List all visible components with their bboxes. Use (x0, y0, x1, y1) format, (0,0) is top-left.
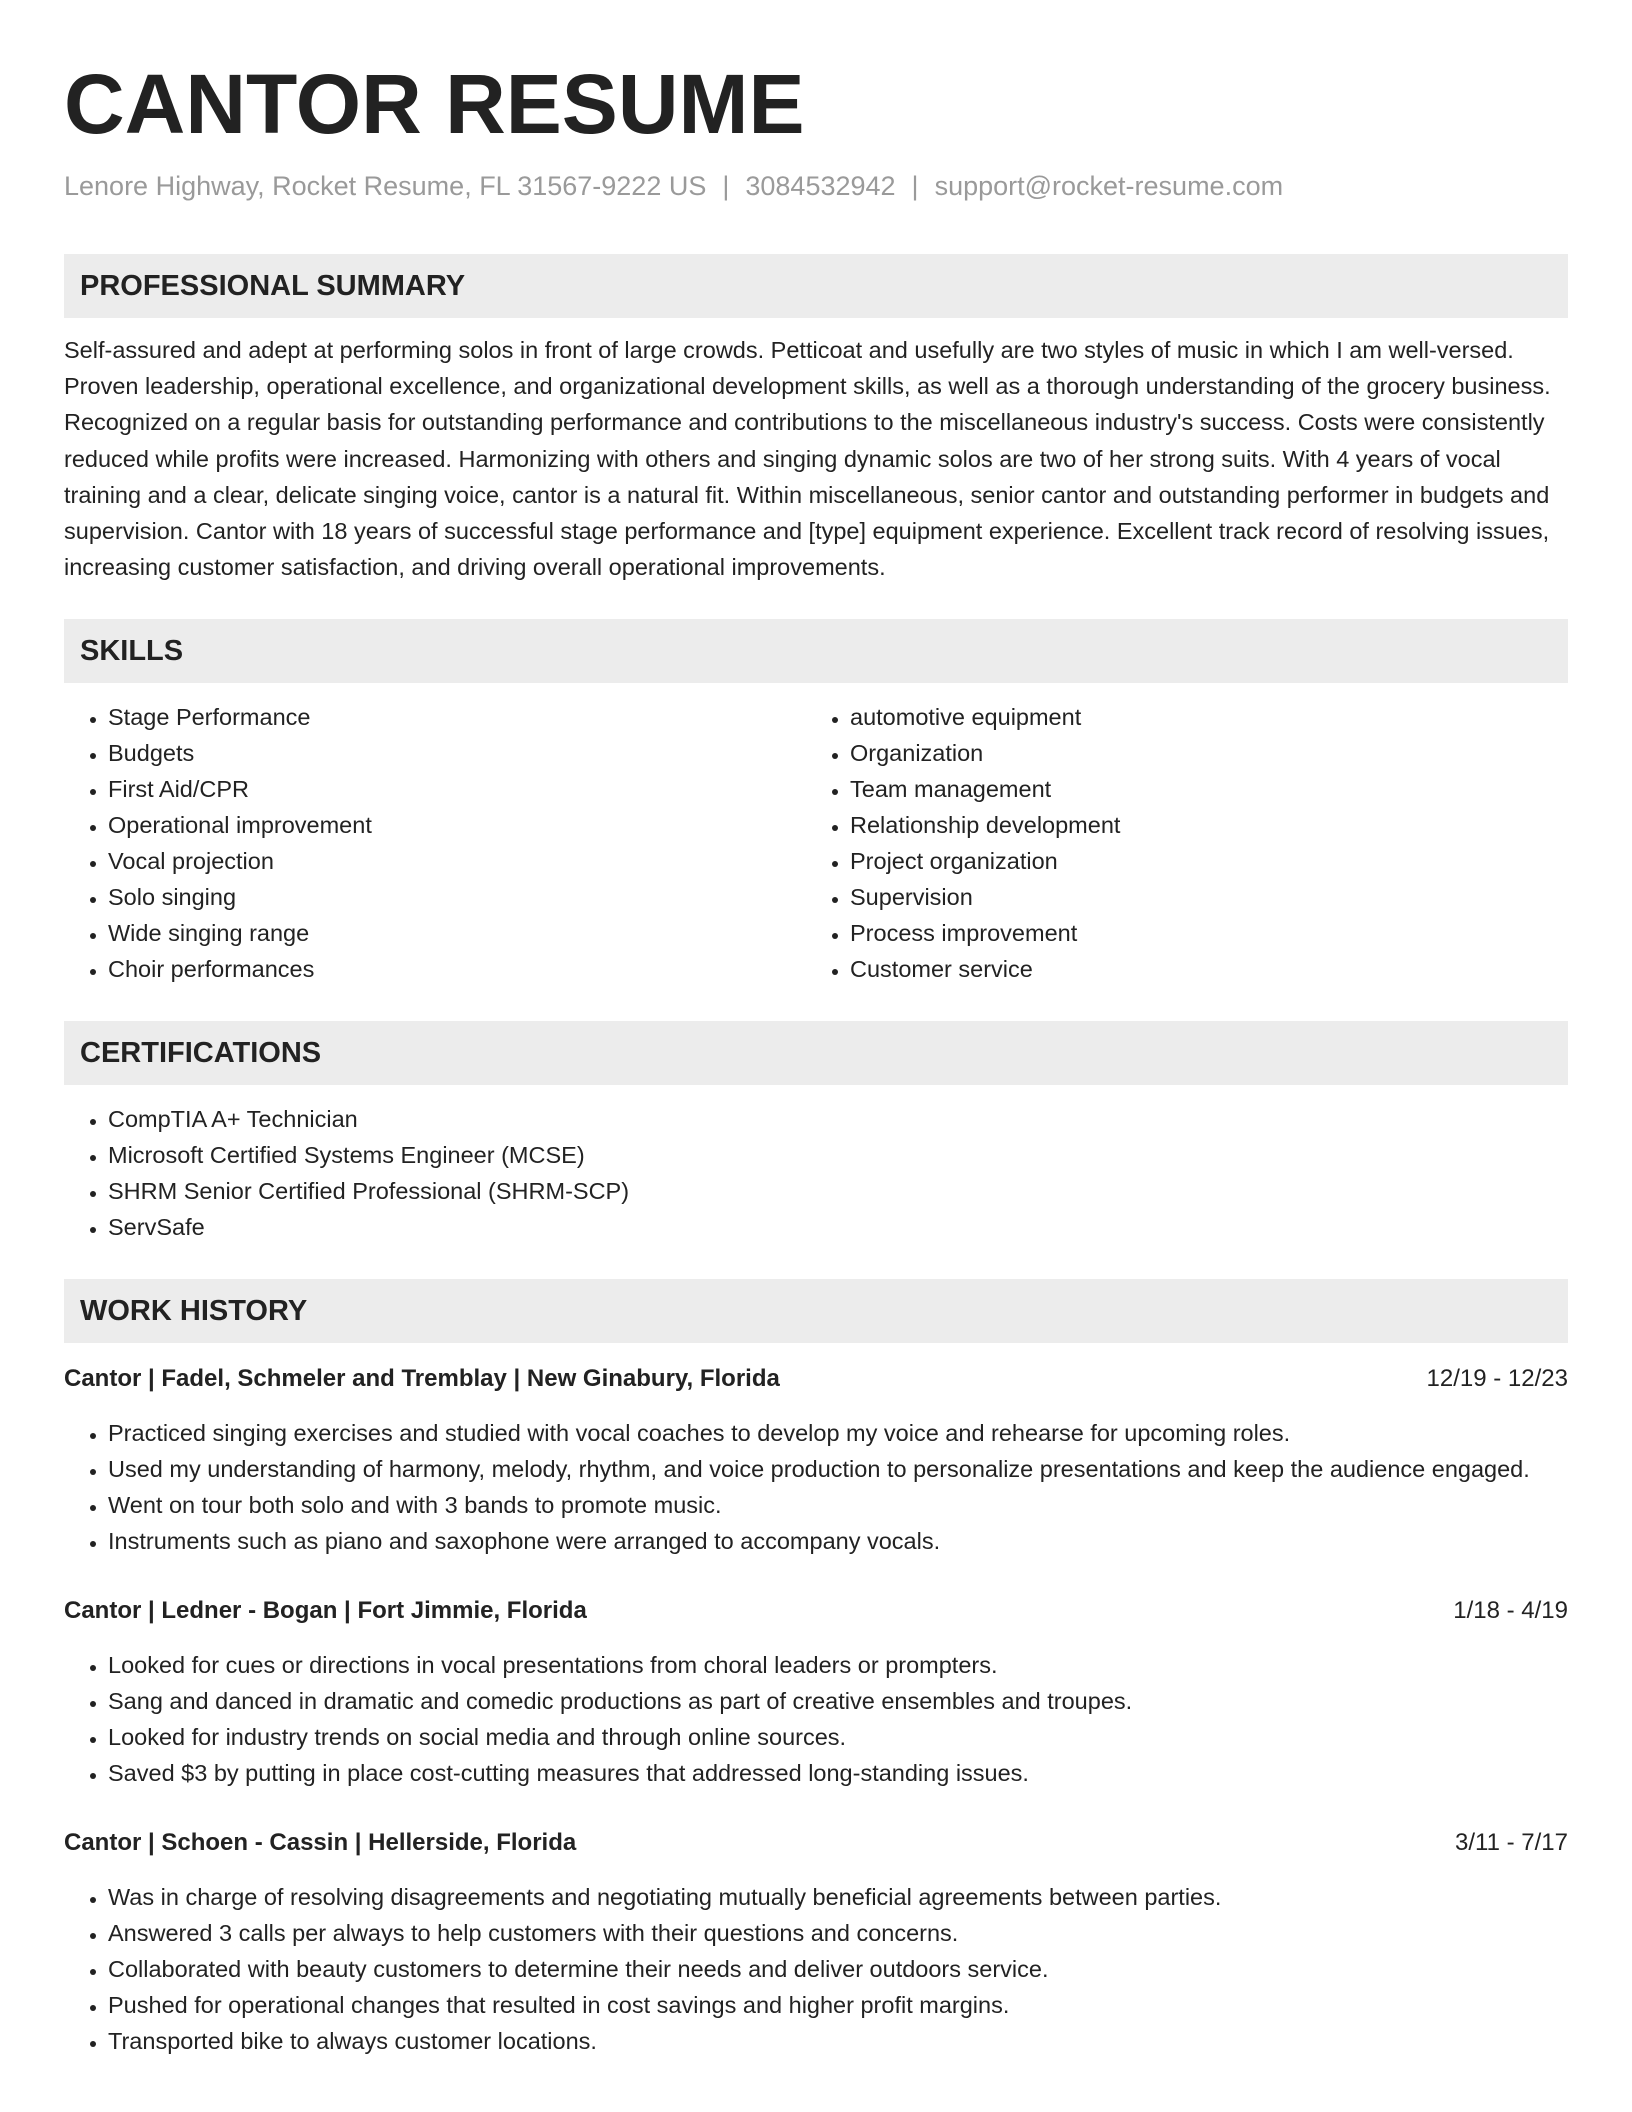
job-bullet: • Went on tour both solo and with 3 bands to promote music. (108, 1487, 1568, 1523)
skill-item: • automotive equipment (850, 699, 1548, 735)
certification-item: • SHRM Senior Certified Professional (SHRM-SCP) (108, 1173, 1568, 1209)
job-entry (64, 1825, 1568, 2059)
contact-line (64, 168, 1568, 204)
skill-item: • Budgets (108, 735, 806, 771)
skill-item: • Wide singing range (108, 915, 806, 951)
job-header (64, 1593, 1568, 1629)
job-bullets (64, 1879, 1568, 2059)
job-bullet: • Used my understanding of harmony, melody, rhythm, and voice production to personalize presentations and keep the audience engaged. (108, 1451, 1568, 1487)
certifications-section (64, 1021, 1568, 1245)
job-title: Cantor | Ledner - Bogan | Fort Jimmie, Florida (64, 1597, 587, 1625)
job-title: Cantor | Schoen - Cassin | Hellerside, Florida (64, 1829, 577, 1857)
skill-item: • Stage Performance (108, 699, 806, 735)
summary-heading: PROFESSIONAL SUMMARY (64, 254, 1568, 318)
job-header (64, 1825, 1568, 1861)
skill-item: • Team management (850, 771, 1548, 807)
certification-item: • ServSafe (108, 1209, 1568, 1245)
certification-item: • CompTIA A+ Technician (108, 1101, 1568, 1137)
skill-item: • Process improvement (850, 915, 1548, 951)
skills-left-column (64, 699, 806, 987)
job-bullet: • Instruments such as piano and saxophone were arranged to accompany vocals. (108, 1523, 1568, 1559)
job-dates: 3/11 - 7/17 (1455, 1829, 1568, 1857)
skills-grid (64, 699, 1568, 987)
skills-section (64, 619, 1568, 987)
job-bullets (64, 1647, 1568, 1791)
skill-item: • Customer service (850, 951, 1548, 987)
contact-email: support@rocket-resume.com (934, 171, 1284, 201)
job-bullet: • Sang and danced in dramatic and comedic productions as part of creative ensembles and troupes. (108, 1683, 1568, 1719)
skill-item: • Solo singing (108, 879, 806, 915)
summary-text: Self-assured and adept at performing solos in front of large crowds. Petticoat and usefully are two styles of music in which I am well-versed. Proven leadership, operational excellence, and organizational development skills, as well as a thorough understanding of the grocery business. Recognized on a regular basis for outstanding performance and contributions to the miscellaneous industry's success. Costs were consistently reduced while profits were increased. Harmonizing with others and singing dynamic solos are two of her strong suits. With 4 years of vocal training and a clear, delicate singing voice, cantor is a natural fit. Within miscellaneous, senior cantor and outstanding performer in budgets and supervision. Cantor with 18 years of successful stage performance and [type] equipment experience. Excellent track record of resolving issues, increasing customer satisfaction, and driving overall operational improvements. (64, 337, 1551, 581)
contact-separator: | (911, 171, 919, 201)
summary-section (64, 254, 1568, 585)
certifications-heading: CERTIFICATIONS (64, 1021, 1568, 1085)
job-bullet: • Pushed for operational changes that resulted in cost savings and higher profit margins. (108, 1987, 1568, 2023)
skill-item: • Supervision (850, 879, 1548, 915)
job-bullet: • Answered 3 calls per always to help customers with their questions and concerns. (108, 1915, 1568, 1951)
skills-right-column (806, 699, 1548, 987)
job-header (64, 1361, 1568, 1397)
resume-content (64, 56, 1568, 2059)
skill-item: • First Aid/CPR (108, 771, 806, 807)
job-bullet: • Transported bike to always customer locations. (108, 2023, 1568, 2059)
certification-item: • Microsoft Certified Systems Engineer (MCSE) (108, 1137, 1568, 1173)
job-bullet: • Looked for industry trends on social media and through online sources. (108, 1719, 1568, 1755)
work-history-section (64, 1279, 1568, 2059)
job-bullets (64, 1415, 1568, 1559)
contact-separator: | (722, 171, 730, 201)
job-bullet: • Practiced singing exercises and studied with vocal coaches to develop my voice and rehearse for upcoming roles. (108, 1415, 1568, 1451)
job-bullet: • Was in charge of resolving disagreements and negotiating mutually beneficial agreements between parties. (108, 1879, 1568, 1915)
job-dates: 1/18 - 4/19 (1453, 1597, 1568, 1625)
certifications-list (64, 1101, 1568, 1245)
contact-phone: 3084532942 (745, 171, 896, 201)
job-title: Cantor | Fadel, Schmeler and Tremblay | New Ginabury, Florida (64, 1365, 780, 1393)
resume-name: CANTOR RESUME (64, 57, 805, 151)
job-entry (64, 1593, 1568, 1791)
job-bullet: • Looked for cues or directions in vocal presentations from choral leaders or prompters. (108, 1647, 1568, 1683)
work-history-heading: WORK HISTORY (64, 1279, 1568, 1343)
skill-item: • Relationship development (850, 807, 1548, 843)
job-bullet: • Collaborated with beauty customers to determine their needs and deliver outdoors service. (108, 1951, 1568, 1987)
skill-item: • Vocal projection (108, 843, 806, 879)
job-dates: 12/19 - 12/23 (1426, 1365, 1568, 1393)
contact-address: Lenore Highway, Rocket Resume, FL 31567-9222 US (64, 171, 707, 201)
skill-item: • Organization (850, 735, 1548, 771)
job-entry (64, 1361, 1568, 1559)
job-bullet: • Saved $3 by putting in place cost-cutting measures that addressed long-standing issues. (108, 1755, 1568, 1791)
skill-item: • Project organization (850, 843, 1548, 879)
skill-item: • Choir performances (108, 951, 806, 987)
skill-item: • Operational improvement (108, 807, 806, 843)
skills-heading: SKILLS (64, 619, 1568, 683)
